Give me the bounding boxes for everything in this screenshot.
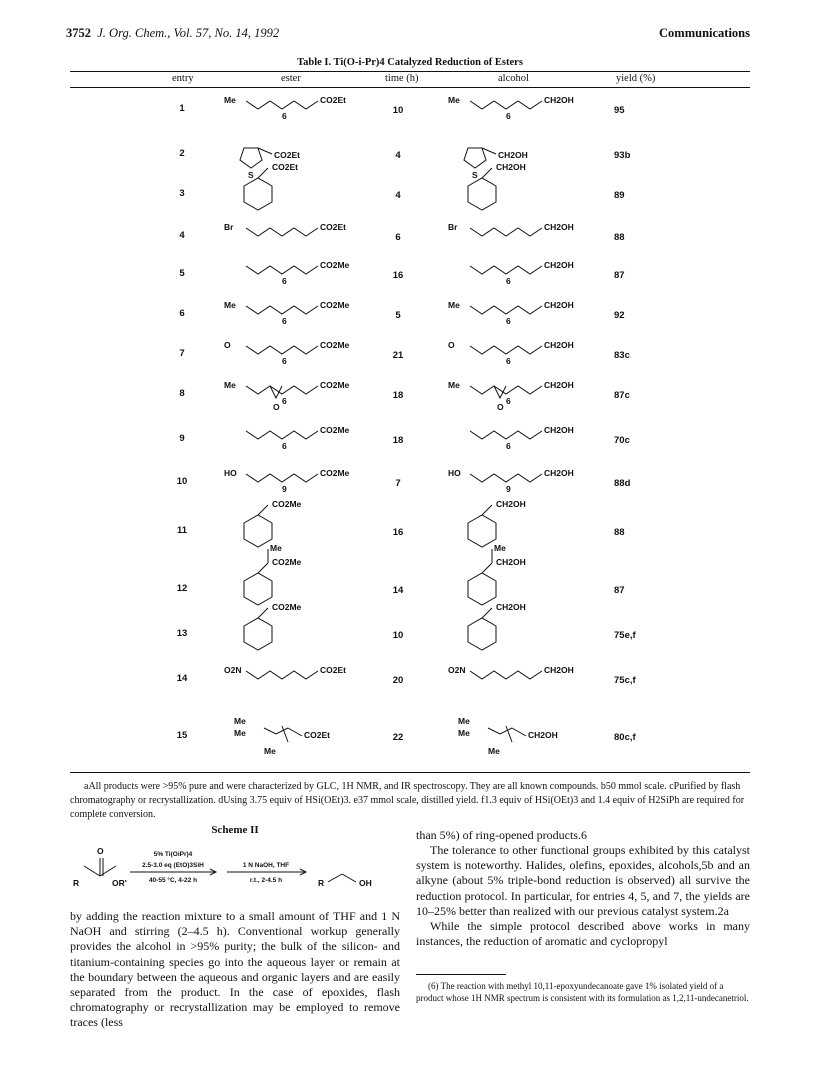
- entry-number: 14: [176, 673, 188, 684]
- alcohol-structure: [448, 665, 598, 705]
- structure-bonds: [470, 266, 542, 274]
- scheme-diagram: [70, 842, 400, 902]
- terminal-group: HO: [448, 468, 461, 478]
- functional-group: CH2OH: [496, 602, 526, 612]
- chain-subscript: 6: [506, 356, 511, 366]
- alcohol-structure: [448, 499, 598, 557]
- entry-number: 12: [176, 583, 188, 594]
- scheme-reagent1-top2: 2.5-3.0 eq (EtO)3SiH: [142, 862, 204, 869]
- reaction-time: 10: [392, 105, 404, 116]
- alcohol-structure: [448, 340, 598, 380]
- epoxide-oxygen: O: [273, 402, 280, 412]
- functional-group: CO2Me: [320, 340, 350, 350]
- chain-subscript: 6: [282, 396, 287, 406]
- epoxide-oxygen: O: [497, 402, 504, 412]
- terminal-group: O2N: [448, 665, 466, 675]
- yield-value: 75c,f: [614, 675, 636, 686]
- alcohol-structure: [448, 380, 598, 420]
- functional-group: CH2OH: [528, 730, 558, 740]
- benzene-ring: [468, 573, 496, 605]
- table-title: Table I. Ti(O-i-Pr)4 Catalyzed Reduction of Esters: [297, 57, 523, 68]
- reaction-time: 20: [392, 675, 404, 686]
- table-row: [0, 162, 820, 201]
- yield-value: 70c: [614, 435, 630, 446]
- entry-number: 3: [179, 188, 185, 199]
- running-header: [66, 26, 750, 42]
- functional-group: CH2OH: [498, 150, 528, 160]
- alcohol-structure: [448, 95, 598, 135]
- alcohol-structure: [448, 140, 598, 180]
- ester-structure: [224, 380, 374, 420]
- table-row: [0, 300, 820, 326]
- benzene-ring: [244, 573, 272, 605]
- structure-bonds: [470, 474, 542, 482]
- alcohol-structure: [448, 716, 598, 762]
- chain-subscript: 6: [506, 276, 511, 286]
- entry-number: 1: [179, 103, 185, 114]
- ester-structure: [224, 602, 374, 660]
- table-row: [0, 716, 820, 756]
- entry-number: 8: [179, 388, 185, 399]
- methyl-label: Me: [234, 716, 246, 726]
- benzene-ring: [468, 618, 496, 650]
- structure-bonds: [470, 101, 542, 109]
- scheme-sm-or: OR': [112, 878, 127, 888]
- functional-group: CO2Me: [320, 425, 350, 435]
- methyl-label: Me: [234, 728, 246, 738]
- entry-number: 9: [179, 433, 185, 444]
- body-right-paragraph2: The tolerance to other functional groups exhibited by this catalyst system is noteworthy. Halides, olefins, epoxides, alcohols,5b and an alkyne (about 5% triple-bond reduction is observed) all survive the reduction protocol. In particular, for entries 4, 5, and 7, the yields are 10–25% better than realized with our previous catalyst system.2a: [416, 843, 750, 918]
- methyl-label: Me: [264, 746, 276, 756]
- table-row: [0, 499, 820, 538]
- ester-structure: [224, 300, 374, 340]
- chain-subscript: 9: [506, 484, 511, 494]
- footnote-rule: [416, 974, 506, 975]
- reaction-time: 18: [392, 390, 404, 401]
- reaction-time: 7: [395, 478, 401, 489]
- entry-number: 7: [179, 348, 185, 359]
- yield-value: 87: [614, 585, 625, 596]
- reaction-time: 14: [392, 585, 404, 596]
- ester-structure: [224, 95, 374, 135]
- table-row: [0, 543, 820, 596]
- thiophene-ring: [240, 148, 262, 168]
- structure-bonds: [470, 671, 542, 679]
- chain-subscript: 6: [506, 316, 511, 326]
- structure-bonds: [246, 306, 318, 314]
- scheme-reagent1-top1: 5% Ti(OiPr)4: [153, 851, 193, 858]
- ester-structure: [224, 222, 374, 262]
- functional-group: CO2Me: [320, 260, 350, 270]
- entry-number: 5: [179, 268, 185, 279]
- chain-subscript: 6: [282, 276, 287, 286]
- functional-group: CO2Et: [274, 150, 300, 160]
- table-row: [0, 468, 820, 494]
- structure-bonds: [246, 671, 318, 679]
- structure-bonds: [468, 505, 496, 547]
- structure-bonds: [470, 346, 542, 354]
- table-row: [0, 95, 820, 121]
- functional-group: CH2OH: [496, 162, 526, 172]
- body-right-line1: than 5%) of ring-opened products.6: [416, 828, 587, 842]
- body-right-paragraph3: While the simple protocol described above works in many instances, the reduction of aromatic and cyclopropyl: [416, 919, 750, 949]
- ester-structure: [224, 162, 374, 220]
- col-entry: entry: [172, 73, 194, 84]
- structure-bonds: [470, 228, 542, 236]
- yield-value: 80c,f: [614, 732, 636, 743]
- functional-group: CO2Me: [272, 602, 302, 612]
- chain-subscript: 6: [506, 441, 511, 451]
- terminal-group: Me: [224, 300, 236, 310]
- reaction-time: 18: [392, 435, 404, 446]
- methyl-label: Me: [458, 716, 470, 726]
- functional-group: CO2Me: [272, 499, 302, 509]
- table-row: [0, 340, 820, 366]
- entry-number: 2: [179, 148, 185, 159]
- col-yield: yield (%): [616, 73, 656, 84]
- chain-subscript: 6: [506, 396, 511, 406]
- functional-group: CH2OH: [544, 468, 574, 478]
- benzene-ring: [244, 515, 272, 547]
- table-top-rule: [70, 71, 750, 72]
- chain-subscript: 6: [282, 441, 287, 451]
- reaction-time: 5: [395, 310, 401, 321]
- scheme-reagent2-bottom: r.t., 2-4.5 h: [249, 877, 283, 884]
- functional-group: CO2Et: [320, 95, 346, 105]
- table-row: [0, 222, 820, 242]
- alcohol-structure: [448, 222, 598, 262]
- scheme-prod-oh: OH: [359, 878, 372, 888]
- structure-bonds: [264, 726, 302, 742]
- yield-value: 88d: [614, 478, 631, 489]
- yield-value: 83c: [614, 350, 630, 361]
- structure-bonds: [468, 549, 496, 605]
- functional-group: CO2Me: [320, 380, 350, 390]
- col-alcohol: alcohol: [498, 73, 529, 84]
- table-row: [0, 380, 820, 412]
- yield-value: 87c: [614, 390, 630, 401]
- ester-structure: [224, 425, 374, 465]
- reaction-time: 6: [395, 232, 401, 243]
- entry-number: 15: [176, 730, 188, 741]
- reaction-time: 22: [392, 732, 404, 743]
- journal-citation: J. Org. Chem., Vol. 57, No. 14, 1992: [97, 26, 280, 40]
- table-row: [0, 602, 820, 641]
- reaction-time: 10: [392, 630, 404, 641]
- terminal-group: Me: [224, 380, 236, 390]
- structure-bonds: [244, 549, 272, 605]
- ester-structure: [224, 140, 374, 180]
- reaction-time: 4: [395, 150, 401, 161]
- alcohol-structure: [448, 300, 598, 340]
- yield-value: 95: [614, 105, 625, 116]
- scheme-sm-r: R: [73, 878, 80, 888]
- yield-value: 87: [614, 270, 625, 281]
- entry-number: 4: [179, 230, 185, 241]
- functional-group: CO2Et: [320, 665, 346, 675]
- benzene-ring: [468, 178, 496, 210]
- yield-value: 75e,f: [614, 630, 636, 641]
- structure-bonds: [470, 431, 542, 439]
- terminal-group: Me: [448, 300, 460, 310]
- functional-group: CO2Et: [304, 730, 330, 740]
- yield-value: 88: [614, 527, 625, 538]
- functional-group: CH2OH: [544, 340, 574, 350]
- structure-bonds: [246, 431, 318, 439]
- functional-group: CH2OH: [496, 499, 526, 509]
- reaction-time: 16: [392, 527, 404, 538]
- terminal-group: HO: [224, 468, 237, 478]
- structure-bonds: [470, 306, 542, 314]
- entry-number: 10: [176, 476, 188, 487]
- functional-group: CO2Me: [320, 468, 350, 478]
- methyl-label: Me: [270, 543, 282, 553]
- terminal-group: Me: [224, 95, 236, 105]
- methyl-label: Me: [458, 728, 470, 738]
- yield-value: 93b: [614, 150, 631, 161]
- page-number: 3752: [66, 26, 91, 40]
- footnote-6: (6) The reaction with methyl 10,11-epoxyundecanoate gave 1% isolated yield of a product whose 1H NMR spectrum is consistent with its formulation as 1,2,11-undecanetriol.: [416, 981, 749, 1003]
- reaction-time: 16: [392, 270, 404, 281]
- structure-bonds: [246, 474, 318, 482]
- functional-group: CH2OH: [544, 260, 574, 270]
- alcohol-structure: [448, 425, 598, 465]
- terminal-group: O: [448, 340, 455, 350]
- scheme-reagent2-top: 1 N NaOH, THF: [242, 862, 290, 869]
- structure-bonds: [246, 346, 318, 354]
- table-footnote: aAll products were >95% pure and were characterized by GLC, 1H NMR, and IR spectroscopy. They are all known compounds. b50 mmol scale. cPurified by flash chromatography or recrystallization. dUsing 3.75 equiv of HSi(OEt)3. e37 mmol scale, distilled yield. f1.3 equiv of HSi(OEt)3 and 1.4 equiv of H2SiPh are required for complete conversion.: [70, 781, 745, 820]
- reaction-time: 21: [392, 350, 404, 361]
- chain-subscript: 6: [282, 111, 287, 121]
- ester-structure: [224, 340, 374, 380]
- table-row: [0, 260, 820, 286]
- table-header-rule: [70, 87, 750, 88]
- terminal-group: Me: [448, 95, 460, 105]
- benzene-ring: [468, 515, 496, 547]
- yield-value: 92: [614, 310, 625, 321]
- chain-subscript: 9: [282, 484, 287, 494]
- table-row: [0, 425, 820, 451]
- scheme-prod-r: R: [318, 878, 325, 888]
- section-name: Communications: [659, 26, 750, 40]
- chain-subscript: 6: [506, 111, 511, 121]
- structure-bonds: [246, 228, 318, 236]
- table-row: [0, 140, 820, 180]
- entry-number: 6: [179, 308, 185, 319]
- functional-group: CH2OH: [496, 557, 526, 567]
- functional-group: CH2OH: [544, 380, 574, 390]
- col-ester: ester: [281, 73, 301, 84]
- functional-group: CH2OH: [544, 222, 574, 232]
- structure-bonds: [464, 148, 496, 168]
- terminal-group: Br: [224, 222, 234, 232]
- body-left-column: by adding the reaction mixture to a small amount of THF and 1 N NaOH and stirring (2–4.5 h). Conventional workup generally provides the alcohol in >95% purity; the bulk of the silicon- and titanium-containing species go into the aqueous layer or remain at the boundary between the aqueous and organic layers and are easily separated from the product. In the case of epoxides, flash chromatography or recrystallization may be employed to remove traces (less: [70, 909, 400, 1030]
- yield-value: 88: [614, 232, 625, 243]
- methyl-label: Me: [494, 543, 506, 553]
- structure-bonds: [246, 266, 318, 274]
- thiophene-ring: [464, 148, 486, 168]
- functional-group: CH2OH: [544, 665, 574, 675]
- yield-value: 89: [614, 190, 625, 201]
- alcohol-structure: [448, 602, 598, 660]
- entry-number: 11: [176, 525, 188, 536]
- structure-bonds: [246, 101, 318, 109]
- terminal-group: O: [224, 340, 231, 350]
- ester-structure: [224, 260, 374, 300]
- table-bottom-rule: [70, 772, 750, 773]
- functional-group: CO2Et: [272, 162, 298, 172]
- terminal-group: Me: [448, 380, 460, 390]
- methyl-label: Me: [488, 746, 500, 756]
- ring-heteroatom: S: [472, 170, 478, 180]
- chain-subscript: 6: [282, 356, 287, 366]
- terminal-group: O2N: [224, 665, 242, 675]
- structure-bonds: [244, 505, 272, 547]
- ester-structure: [224, 499, 374, 557]
- alcohol-structure: [448, 162, 598, 220]
- alcohol-structure: [448, 260, 598, 300]
- ring-heteroatom: S: [248, 170, 254, 180]
- structure-bonds: [240, 148, 272, 168]
- table-row: [0, 665, 820, 685]
- terminal-group: Br: [448, 222, 458, 232]
- benzene-ring: [244, 618, 272, 650]
- col-time: time (h): [385, 73, 419, 84]
- scheme-reagent1-bottom: 40-55 °C, 4-22 h: [148, 877, 198, 884]
- functional-group: CH2OH: [544, 300, 574, 310]
- reaction-time: 4: [395, 190, 401, 201]
- functional-group: CH2OH: [544, 95, 574, 105]
- functional-group: CH2OH: [544, 425, 574, 435]
- scheme-carbonyl-o: O: [97, 846, 104, 856]
- functional-group: CO2Me: [320, 300, 350, 310]
- functional-group: CO2Me: [272, 557, 302, 567]
- ester-structure: [224, 716, 374, 762]
- scheme-title: Scheme II: [211, 824, 259, 836]
- functional-group: CO2Et: [320, 222, 346, 232]
- entry-number: 13: [176, 628, 188, 639]
- chain-subscript: 6: [282, 316, 287, 326]
- ester-structure: [224, 665, 374, 705]
- structure-bonds: [488, 726, 526, 742]
- benzene-ring: [244, 178, 272, 210]
